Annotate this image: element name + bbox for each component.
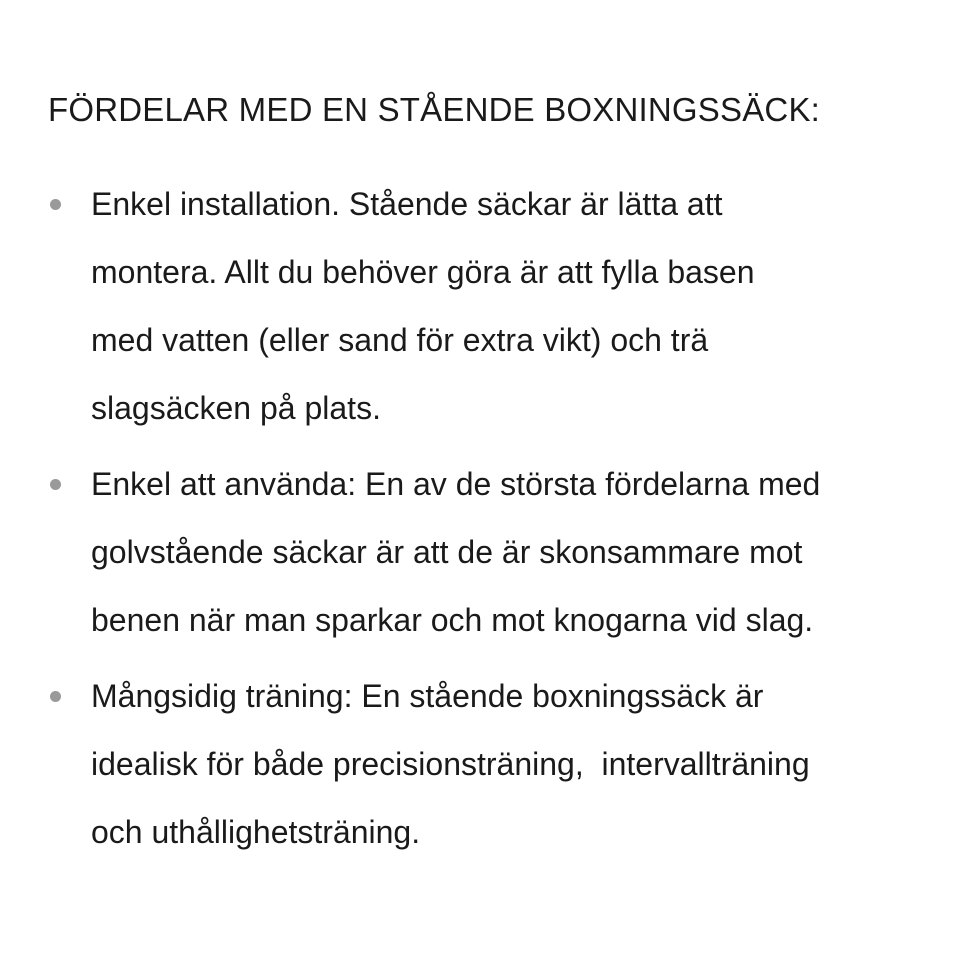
text-line: Enkel installation. Stående säckar är lätta att: [91, 186, 723, 222]
text-line: och uthållighetsträning.: [91, 814, 421, 850]
text-line: med vatten (eller sand för extra vikt) och trä: [91, 322, 709, 358]
list-item: [48, 450, 928, 654]
text-line: idealisk för både precisionsträning, intervallträning: [91, 746, 810, 782]
bullet-icon: [50, 199, 61, 210]
benefit-text: [91, 170, 928, 442]
text-line: montera. Allt du behöver göra är att fylla basen: [91, 254, 755, 290]
list-item: [48, 170, 928, 442]
benefit-list: [48, 170, 928, 874]
bullet-icon: [50, 691, 61, 702]
text-line: benen när man sparkar och mot knogarna vid slag.: [91, 602, 814, 638]
text-line: golvstående säckar är att de är skonsammare mot: [91, 534, 803, 570]
document-heading: FÖRDELAR MED EN STÅENDE BOXNINGSSÄCK:: [48, 91, 821, 128]
benefit-text: [91, 450, 928, 654]
benefit-text: [91, 662, 928, 866]
text-line: slagsäcken på plats.: [91, 390, 381, 426]
bullet-icon: [50, 479, 61, 490]
text-line: Mångsidig träning: En stående boxningssäck är: [91, 678, 764, 714]
list-item: [48, 662, 928, 866]
text-line: Enkel att använda: En av de största fördelarna med: [91, 466, 821, 502]
